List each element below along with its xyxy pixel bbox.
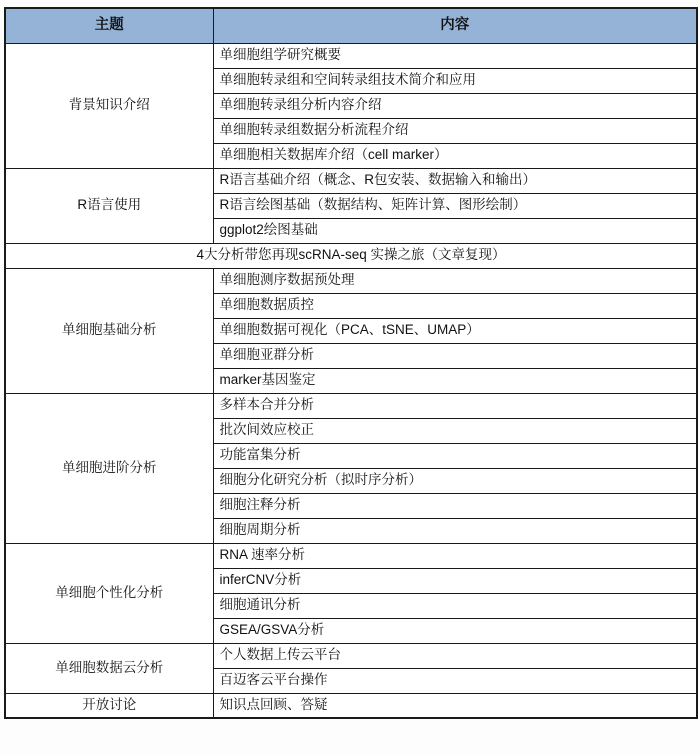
content-cell: 批次间效应校正 — [213, 418, 697, 443]
content-cell: RNA 速率分析 — [213, 543, 697, 568]
table-row — [5, 643, 697, 668]
table-row — [5, 43, 697, 68]
content-cell: 单细胞相关数据库介绍（cell marker） — [213, 143, 697, 168]
content-cell: 单细胞转录组数据分析流程介绍 — [213, 118, 697, 143]
content-cell: 细胞周期分析 — [213, 518, 697, 543]
content-cell: R语言绘图基础（数据结构、矩阵计算、图形绘制） — [213, 193, 697, 218]
content-cell: 单细胞测序数据预处理 — [213, 268, 697, 293]
topic-cell-basic-analysis: 单细胞基础分析 — [5, 268, 213, 393]
content-cell: 单细胞数据质控 — [213, 293, 697, 318]
header-topic: 主题 — [5, 8, 213, 43]
content-cell: 单细胞转录组分析内容介绍 — [213, 93, 697, 118]
course-syllabus-table — [4, 7, 698, 719]
content-cell: inferCNV分析 — [213, 568, 697, 593]
content-cell: 单细胞组学研究概要 — [213, 43, 697, 68]
topic-cell-advanced-analysis: 单细胞进阶分析 — [5, 393, 213, 543]
content-cell: GSEA/GSVA分析 — [213, 618, 697, 643]
banner-row — [5, 243, 697, 268]
content-cell: 单细胞转录组和空间转录组技术简介和应用 — [213, 68, 697, 93]
content-cell: 功能富集分析 — [213, 443, 697, 468]
content-cell: 细胞通讯分析 — [213, 593, 697, 618]
topic-cell-open-discussion: 开放讨论 — [5, 693, 213, 718]
topic-cell-cloud-analysis: 单细胞数据云分析 — [5, 643, 213, 693]
header-row — [5, 8, 697, 43]
table-row — [5, 393, 697, 418]
content-cell: 百迈客云平台操作 — [213, 668, 697, 693]
content-cell: 细胞分化研究分析（拟时序分析） — [213, 468, 697, 493]
content-cell: marker基因鉴定 — [213, 368, 697, 393]
content-cell: 多样本合并分析 — [213, 393, 697, 418]
topic-cell-personalized-analysis: 单细胞个性化分析 — [5, 543, 213, 643]
topic-cell-r-language: R语言使用 — [5, 168, 213, 243]
table-row — [5, 168, 697, 193]
topic-cell-background-intro: 背景知识介绍 — [5, 43, 213, 168]
content-cell: 细胞注释分析 — [213, 493, 697, 518]
content-cell: 知识点回顾、答疑 — [213, 693, 697, 718]
banner-cell: 4大分析带您再现scRNA-seq 实操之旅（文章复现） — [5, 243, 697, 268]
header-content: 内容 — [213, 8, 697, 43]
content-cell: 个人数据上传云平台 — [213, 643, 697, 668]
table-row — [5, 543, 697, 568]
content-cell: R语言基础介绍（概念、R包安装、数据输入和输出） — [213, 168, 697, 193]
table-row — [5, 693, 697, 718]
content-cell: 单细胞数据可视化（PCA、tSNE、UMAP） — [213, 318, 697, 343]
content-cell: 单细胞亚群分析 — [213, 343, 697, 368]
content-cell: ggplot2绘图基础 — [213, 218, 697, 243]
table-row — [5, 268, 697, 293]
